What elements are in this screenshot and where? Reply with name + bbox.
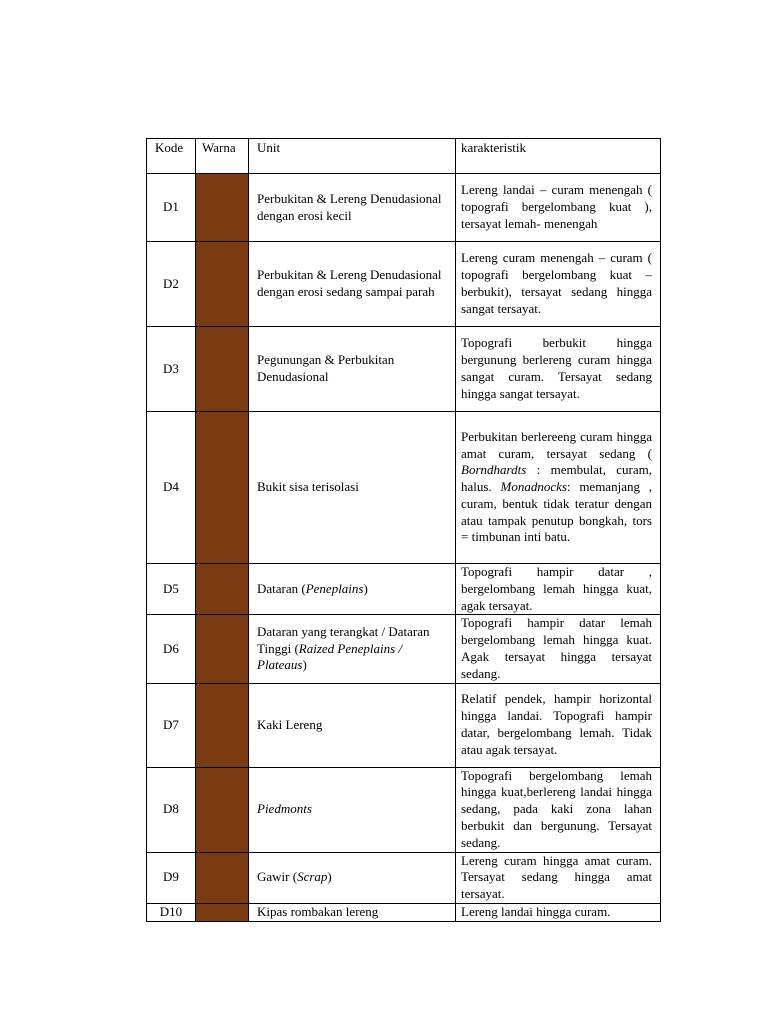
- unit-run: Gawir (: [257, 869, 298, 885]
- kode-cell: D3: [147, 327, 196, 412]
- unit-run: Perbukitan & Lereng Denudasional dengan erosi kecil: [257, 190, 442, 223]
- color-swatch-cell: [196, 903, 249, 921]
- table-row: [147, 327, 661, 412]
- unit-run: Raized Peneplains / Plateaus: [257, 640, 403, 673]
- unit-cell: [249, 852, 456, 903]
- karakteristik-run: Lereng curam menengah – curam ( topografi bergelombang kuat – berbukit), tersayat sedang hingga sangat tersayat.: [461, 250, 652, 316]
- unit-run: Bukit sisa terisolasi: [257, 479, 359, 495]
- table-row: [147, 412, 661, 564]
- karakteristik-run: Topografi hampir datar lemah bergelombang lemah hingga kuat. Agak tersayat hingga tersayat sedang.: [461, 615, 652, 681]
- table-row: [147, 683, 661, 767]
- kode-cell: D7: [147, 683, 196, 767]
- karakteristik-cell: [456, 615, 661, 683]
- unit-run: Dataran (: [257, 580, 306, 596]
- unit-cell: [249, 174, 456, 242]
- kode-cell: D10: [147, 903, 196, 921]
- kode-cell: D5: [147, 564, 196, 615]
- unit-cell: [249, 615, 456, 683]
- unit-cell: [249, 683, 456, 767]
- unit-cell: [249, 903, 456, 921]
- color-swatch-cell: [196, 683, 249, 767]
- karakteristik-run: Topografi bergelombang lemah hingga kuat,berlereng landai hingga sedang, pada kaki zona lahan berbukit dan bergunung. Tersayat sedang.: [461, 767, 652, 850]
- table-row: [147, 615, 661, 683]
- unit-run: Piedmonts: [257, 801, 312, 817]
- unit-run: Kaki Lereng: [257, 716, 323, 732]
- unit-run: ): [363, 580, 368, 596]
- unit-run: Kipas rombakan lereng: [257, 903, 379, 919]
- karakteristik-cell: [456, 903, 661, 921]
- table-row: [147, 242, 661, 327]
- header-kode: Kode: [147, 139, 196, 174]
- unit-run: Peneplains: [305, 580, 364, 596]
- unit-cell: [249, 327, 456, 412]
- kode-cell: D1: [147, 174, 196, 242]
- unit-run: Pegunungan & Perbukitan Denudasional: [257, 352, 395, 384]
- unit-cell: [249, 412, 456, 564]
- karakteristik-cell: [456, 412, 661, 564]
- unit-run: ): [327, 869, 332, 885]
- kode-cell: D9: [147, 852, 196, 903]
- kode-cell: D4: [147, 412, 196, 564]
- color-swatch-cell: [196, 767, 249, 852]
- table-header-row: [147, 139, 661, 174]
- kode-cell: D6: [147, 615, 196, 683]
- unit-run: Scrap: [297, 869, 328, 885]
- unit-run: ): [302, 657, 307, 673]
- unit-run: Dataran yang terangkat / Dataran Tinggi (: [257, 623, 430, 656]
- table-row: [147, 767, 661, 852]
- kode-cell: D8: [147, 767, 196, 852]
- color-swatch-cell: [196, 615, 249, 683]
- karakteristik-cell: [456, 174, 661, 242]
- karakteristik-cell: [456, 767, 661, 852]
- table-row: [147, 852, 661, 903]
- header-unit: Unit: [249, 139, 456, 174]
- karakteristik-cell: [456, 327, 661, 412]
- karakteristik-run: Lereng landai – curam menengah ( topografi bergelombang kuat ), tersayat lemah- menengah: [461, 182, 652, 231]
- color-swatch-cell: [196, 564, 249, 615]
- karakteristik-run: Lereng curam hingga amat curam. Tersayat sedang hingga amat tersayat.: [461, 852, 652, 902]
- color-swatch-cell: [196, 412, 249, 564]
- karakteristik-run: : memanjang , curam, bentuk tidak teratur dengan atau tampak penutup bongkah, tors = timbunan inti batu.: [461, 479, 652, 545]
- unit-cell: [249, 767, 456, 852]
- karakteristik-run: Topografi hampir datar , bergelombang lemah hingga kuat, agak tersayat.: [461, 564, 652, 613]
- karakteristik-run: Relatif pendek, hampir horizontal hingga landai. Topografi hampir datar, bergelombang lemah. Tidak atau agak tersayat.: [461, 691, 652, 757]
- karakteristik-run: Perbukitan berlereeng curam hingga amat curam, tersayat sedang (: [461, 428, 652, 461]
- landform-unit-table: [146, 138, 661, 922]
- karakteristik-cell: [456, 683, 661, 767]
- table-row: [147, 174, 661, 242]
- header-karakteristik: karakteristik: [456, 139, 661, 174]
- unit-cell: [249, 242, 456, 327]
- karakteristik-run: Lereng landai hingga curam.: [461, 903, 611, 919]
- karakteristik-cell: [456, 242, 661, 327]
- unit-run: Perbukitan & Lereng Denudasional dengan erosi sedang sampai parah: [257, 267, 442, 299]
- karakteristik-run: Borndhardts: [461, 462, 527, 478]
- unit-cell: [249, 564, 456, 615]
- color-swatch-cell: [196, 174, 249, 242]
- header-warna: Warna: [196, 139, 249, 174]
- karakteristik-run: : membulat, curam, halus.: [461, 462, 652, 495]
- color-swatch-cell: [196, 327, 249, 412]
- karakteristik-run: Topografi berbukit hingga bergunung berlereng curam hingga sangat curam. Tersayat sedang hingga sangat tersayat.: [461, 335, 652, 401]
- color-swatch-cell: [196, 852, 249, 903]
- color-swatch-cell: [196, 242, 249, 327]
- table-row: [147, 564, 661, 615]
- table-row: [147, 903, 661, 921]
- kode-cell: D2: [147, 242, 196, 327]
- karakteristik-cell: [456, 852, 661, 903]
- karakteristik-run: Monadnocks: [500, 479, 567, 495]
- karakteristik-cell: [456, 564, 661, 615]
